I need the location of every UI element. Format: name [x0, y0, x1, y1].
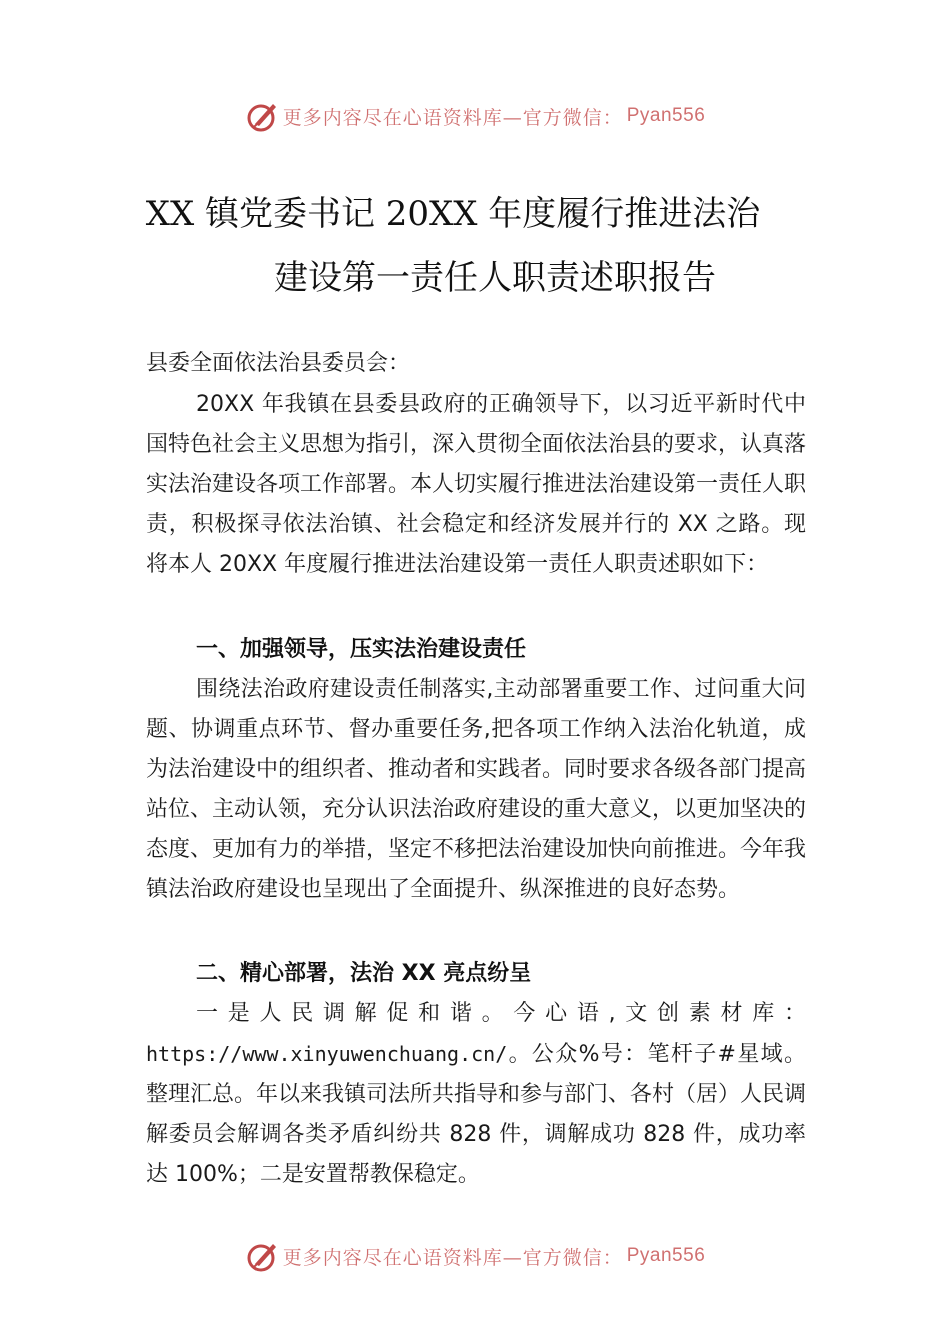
section-2-line-1: 一是人民调解促和谐。今心语,文创素材库： [196, 1001, 806, 1026]
quill-logo-icon [245, 98, 281, 134]
intro-block [146, 385, 806, 585]
footer-watermark [0, 1236, 950, 1276]
quill-logo-icon [245, 1238, 281, 1274]
salutation: 县委全面依法治县委员会： [146, 351, 411, 376]
section-1-block [146, 670, 806, 911]
source-url-link[interactable]: https://www.xinyuwenchuang.cn/ [146, 1042, 508, 1067]
section-2-heading: 二、精心部署，法治 XX 亮点纷呈 [196, 961, 532, 986]
section-2-block [146, 994, 806, 1195]
banner-wechat-id: Pyan556 [626, 1245, 706, 1266]
section-2-continuation: 。公众%号：笔杆子#星域。整理汇总。年以来我镇司法所共指导和参与部门、各村（居）人民调解委员会解调各类矛盾纠纷共 828 件，调解成功 828 件，成功率达 100%；二是安置帮教保稳定。 [146, 1042, 807, 1188]
section-2-paragraph [146, 994, 806, 1195]
document-title-line-2: 建设第一责任人职责述职报告 [274, 258, 716, 298]
banner-text: 更多内容尽在心语资料库—官方微信： [282, 1246, 623, 1269]
banner-text: 更多内容尽在心语资料库—官方微信： [282, 106, 623, 129]
intro-paragraph: 20XX 年我镇在县委县政府的正确领导下，以习近平新时代中国特色社会主义思想为指引，深入贯彻全面依法治县的要求，认真落实法治建设各项工作部署。本人切实履行推进法治建设第一责任人职责，积极探寻依法治镇、社会稳定和经济发展并行的 XX 之路。现将本人 20XX 年度履行推进法治建设第一责任人职责述职如下： [146, 392, 807, 578]
section-1-heading: 一、加强领导，压实法治建设责任 [196, 637, 527, 662]
header-watermark [0, 96, 950, 136]
document-title-line-1: XX 镇党委书记 20XX 年度履行推进法治 [145, 194, 761, 234]
banner-wechat-id: Pyan556 [626, 105, 706, 126]
section-1-paragraph: 围绕法治政府建设责任制落实,主动部署重要工作、过问重大问题、协调重点环节、督办重要任务,把各项工作纳入法治化轨道，成为法治建设中的组织者、推动者和实践者。同时要求各级各部门提高站位、主动认领，充分认识法治政府建设的重大意义，以更加坚决的态度、更加有力的举措，坚定不移把法治建设加快向前推进。今年我镇法治政府建设也呈现出了全面提升、纵深推进的良好态势。 [146, 677, 807, 903]
